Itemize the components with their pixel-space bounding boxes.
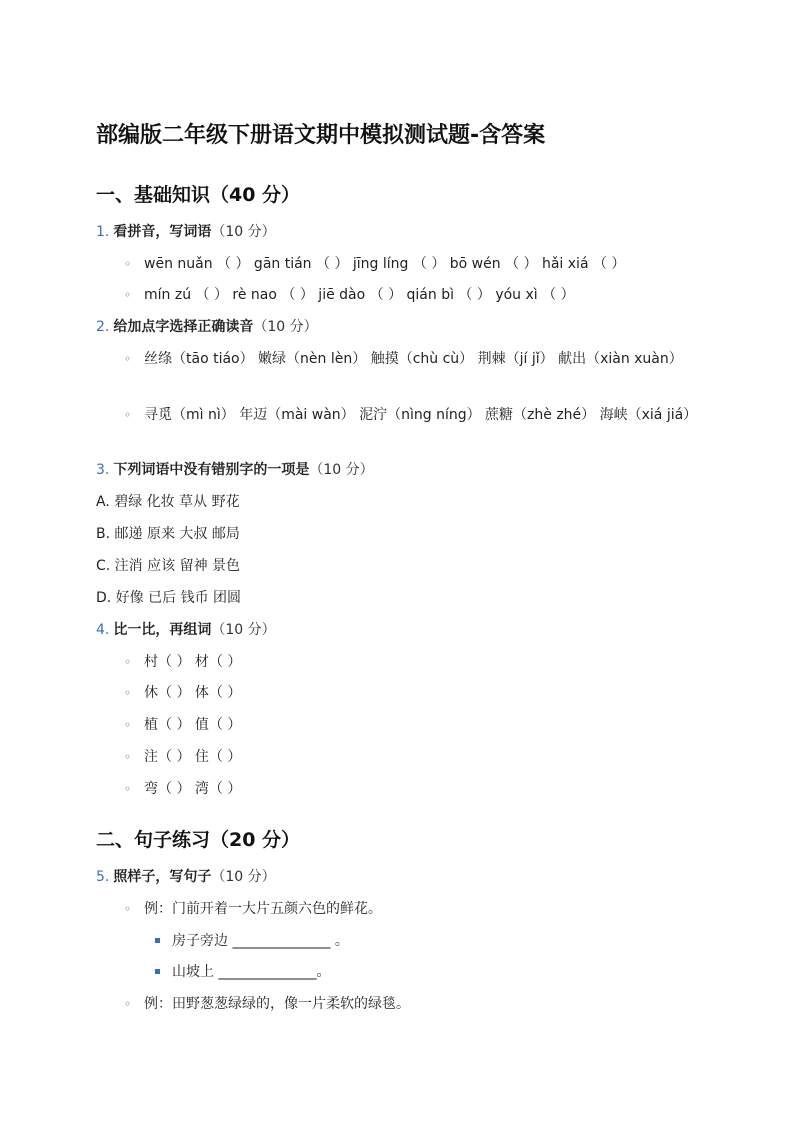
question-text: 下列词语中没有错别字的一项是: [113, 462, 310, 478]
option-c: C. 注消 应该 留神 景色: [96, 558, 241, 574]
compare-pair: 植（ ） 值（ ）: [144, 717, 242, 733]
question-text: 比一比，再组词: [113, 622, 212, 638]
compare-pair: 休（ ） 体（ ）: [144, 685, 242, 701]
question-4: [96, 619, 276, 641]
section-heading-basics: 一、基础知识（40 分）: [96, 184, 301, 206]
square-bullet-icon: [155, 938, 160, 943]
section-heading-sentences: 二、句子练习（20 分）: [96, 829, 301, 851]
circle-bullet-icon: ◦: [124, 655, 132, 669]
option-d: D. 好像 已后 钱币 团圆: [96, 590, 242, 606]
circle-bullet-icon: ◦: [124, 718, 132, 732]
circle-bullet-icon: ◦: [124, 288, 132, 302]
circle-bullet-icon: ◦: [124, 352, 132, 366]
page-title: 部编版二年级下册语文期中模拟测试题-含答案: [96, 123, 546, 148]
reading-line-2: 寻觅（mì nì） 年迈（mài wàn） 泥泞（nìng níng） 蔗糖（zhè zhé） 海峡（xiá jiá）: [144, 407, 698, 423]
question-number: 2.: [96, 319, 110, 335]
question-score: （10 分）: [309, 462, 374, 478]
reading-line-1: 丝绦（tāo tiáo） 嫩绿（nèn lèn） 触摸（chù cù） 荆棘（jí jǐ） 献出（xiàn xuàn）: [144, 351, 683, 367]
question-score: （10 分）: [211, 224, 276, 240]
circle-bullet-icon: ◦: [124, 902, 132, 916]
circle-bullet-icon: ◦: [124, 750, 132, 764]
compare-pair: 注（ ） 住（ ）: [144, 749, 242, 765]
compare-pair: 村（ ） 材（ ）: [144, 654, 242, 670]
circle-bullet-icon: ◦: [124, 782, 132, 796]
circle-bullet-icon: ◦: [124, 686, 132, 700]
circle-bullet-icon: ◦: [124, 257, 132, 271]
question-text: 看拼音，写词语: [113, 224, 212, 240]
square-bullet-icon: [155, 969, 160, 974]
question-number: 5.: [96, 869, 110, 885]
question-score: （10 分）: [211, 622, 276, 638]
fill-blank-1: 房子旁边 ______________ 。: [172, 933, 349, 949]
option-b: B. 邮递 原来 大叔 邮局: [96, 526, 240, 542]
fill-blank-2: 山坡上 ______________。: [172, 964, 331, 980]
question-2: [96, 316, 318, 338]
question-3: [96, 459, 374, 481]
question-score: （10 分）: [211, 869, 276, 885]
question-text: 给加点字选择正确读音: [113, 319, 254, 335]
example-sentence-1: 例：门前开着一大片五颜六色的鲜花。: [144, 901, 382, 917]
pinyin-line-1: wēn nuǎn （ ） gān tián （ ） jīng líng （ ） bō wén （ ） hǎi xiá （ ）: [144, 256, 626, 272]
pinyin-line-2: mín zú （ ） rè nao （ ） jiē dào （ ） qián bì （ ） yóu xì （ ）: [144, 287, 575, 303]
circle-bullet-icon: ◦: [124, 408, 132, 422]
question-number: 1.: [96, 224, 110, 240]
option-a: A. 碧绿 化妆 草从 野花: [96, 494, 240, 510]
question-score: （10 分）: [253, 319, 318, 335]
compare-pair: 弯（ ） 湾（ ）: [144, 781, 242, 797]
example-sentence-2: 例：田野葱葱绿绿的，像一片柔软的绿毯。: [144, 996, 410, 1012]
question-5: [96, 866, 276, 888]
question-1: [96, 221, 276, 243]
circle-bullet-icon: ◦: [124, 997, 132, 1011]
question-text: 照样子，写句子: [113, 869, 212, 885]
question-number: 3.: [96, 462, 110, 478]
question-number: 4.: [96, 622, 110, 638]
